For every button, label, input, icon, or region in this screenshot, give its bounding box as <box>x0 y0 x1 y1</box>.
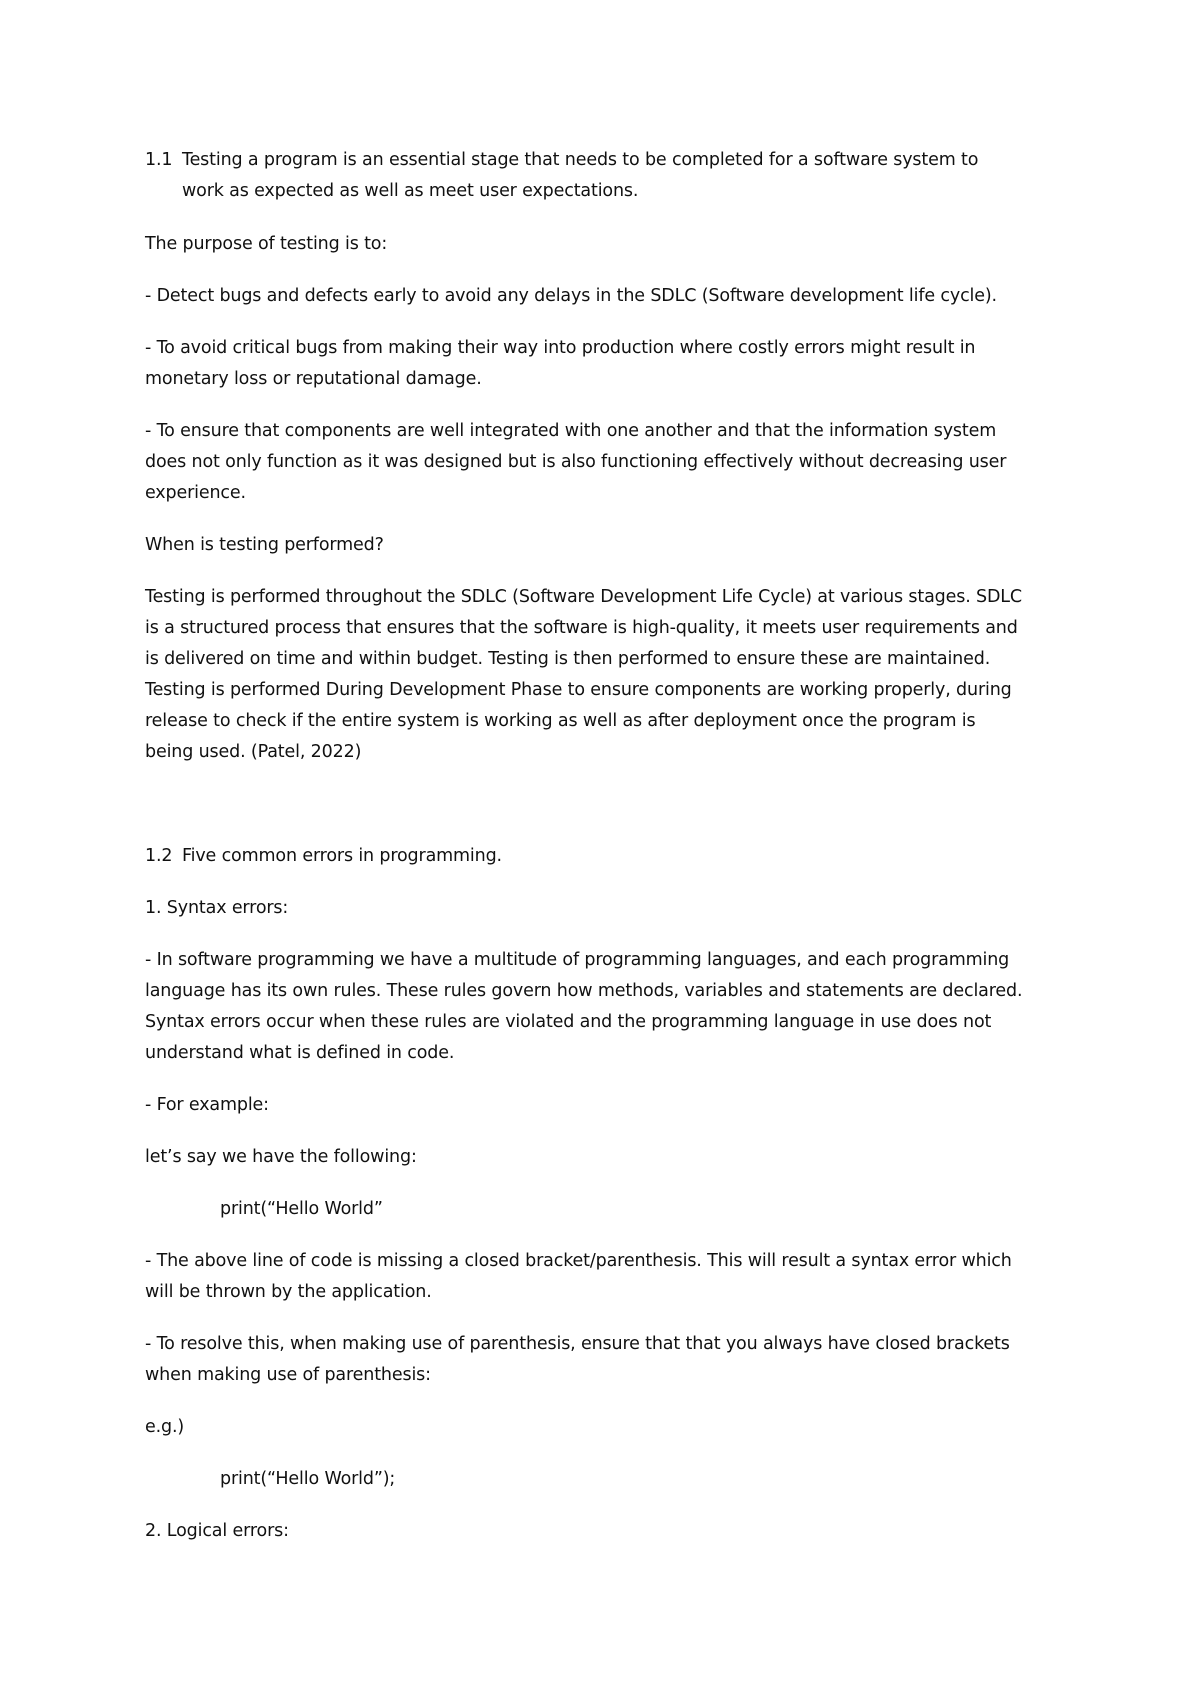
example-intro: let’s say we have the following: <box>145 1147 417 1167</box>
section-number: 1.1 <box>145 150 173 170</box>
code-example-good: print(“Hello World”); <box>220 1469 396 1489</box>
purpose-item-1: - Detect bugs and defects early to avoid any delays in the SDLC (Software development life cycle). <box>145 286 997 306</box>
when-paragraph: Testing is performed throughout the SDLC (Software Development Life Cycle) at various stages. SDLC is a structured process that ensures that the software is high-quality, it meets user requirements and is delivered on time and within budget. Testing is then performed to ensure these are maintained. Testing is performed During Development Phase to ensure components are working properly, during release to check if the entire system is working as well as after deployment once the program is being used. (Patel, 2022) <box>145 587 1022 762</box>
section-text: Testing a program is an essential stage that needs to be completed for a software system to <box>182 150 979 170</box>
explain-paragraph: - The above line of code is missing a closed bracket/parenthesis. This will result a syntax error which will be thrown by the application. <box>145 1251 1012 1302</box>
code-example-bad: print(“Hello World” <box>220 1199 383 1219</box>
purpose-heading: The purpose of testing is to: <box>145 234 388 254</box>
resolve-paragraph: - To resolve this, when making use of parenthesis, ensure that that you always have closed brackets when making use of parenthesis: <box>145 1334 1010 1385</box>
eg-label: e.g.) <box>145 1417 185 1437</box>
section-1-1-heading <box>145 145 1095 207</box>
purpose-item-2: - To avoid critical bugs from making their way into production where costly errors might result in monetary loss or reputational damage. <box>145 338 976 389</box>
purpose-item-3: - To ensure that components are well integrated with one another and that the information system does not only function as it was designed but is also functioning effectively without decreasing user experience. <box>145 421 1007 503</box>
when-heading: When is testing performed? <box>145 535 384 555</box>
section-text: work as expected as well as meet user expectations. <box>182 181 639 201</box>
section-number: 1.2 <box>145 846 173 866</box>
section-text: Five common errors in programming. <box>182 846 502 866</box>
syntax-heading: 1. Syntax errors: <box>145 898 289 918</box>
example-label: - For example: <box>145 1095 269 1115</box>
syntax-paragraph: - In software programming we have a multitude of programming languages, and each programming language has its own rules. These rules govern how methods, variables and statements are declared. Syntax errors occur when these rules are violated and the programming language in use does not understand what is defined in code. <box>145 950 1023 1063</box>
logical-heading: 2. Logical errors: <box>145 1521 289 1541</box>
section-1-2-heading <box>145 841 1095 872</box>
